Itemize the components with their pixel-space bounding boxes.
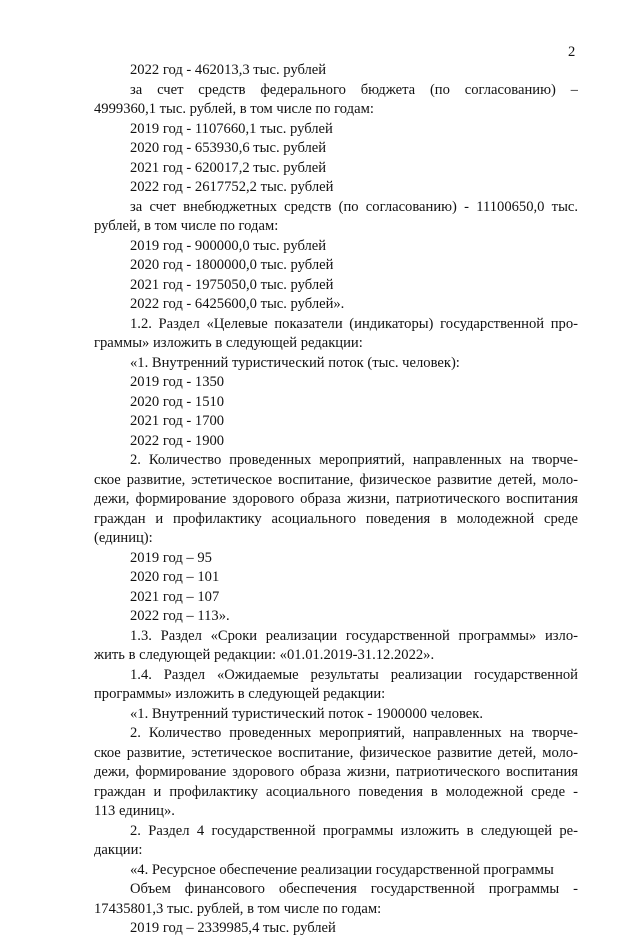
text-line: 2. Раздел 4 государственной программы изложить в следующей ре- bbox=[130, 822, 578, 839]
text-line: ское развитие, эстетическое воспитание, физическое развитие детей, моло- bbox=[94, 471, 578, 488]
text-line: граждан и профилактику асоциального поведения в молодежной среде bbox=[94, 510, 578, 527]
text-line: за счет внебюджетных средств (по согласованию) - 11100650,0 тыс. bbox=[130, 198, 578, 215]
text-line: 2021 год - 1975050,0 тыс. рублей bbox=[130, 276, 334, 293]
text-line: 2022 год - 462013,3 тыс. рублей bbox=[130, 62, 327, 78]
text-line: дакции: bbox=[94, 842, 143, 858]
text-line: 1.4. Раздел «Ожидаемые результаты реализации государственной bbox=[130, 666, 578, 683]
text-line: 2020 год - 653930,6 тыс. рублей bbox=[130, 140, 327, 156]
text-line: 2019 год – 2339985,4 тыс. рублей bbox=[130, 920, 336, 936]
text-line: 2021 год – 107 bbox=[130, 588, 220, 605]
text-line: Объем финансового обеспечения государственной программы - bbox=[130, 881, 578, 897]
text-line: жить в следующей редакции: «01.01.2019-31.12.2022». bbox=[94, 647, 435, 663]
text-line: рублей, в том числе по годам: bbox=[94, 218, 279, 234]
text-line: граждан и профилактику асоциального поведения в молодежной среде - bbox=[94, 783, 578, 800]
text-line: 2019 год - 1350 bbox=[130, 374, 225, 390]
text-line: 113 единиц». bbox=[94, 803, 175, 819]
text-line: 2. Количество проведенных мероприятий, направленных на творче- bbox=[130, 725, 578, 741]
text-line: 2. Количество проведенных мероприятий, направленных на творче- bbox=[130, 452, 578, 468]
text-line: 2021 год - 1700 bbox=[130, 413, 225, 429]
text-line: (единиц): bbox=[94, 530, 153, 546]
document-body bbox=[94, 61, 578, 939]
text-line: «4. Ресурсное обеспечение реализации государственной программы bbox=[130, 861, 554, 878]
text-line: 2020 год – 101 bbox=[130, 569, 220, 585]
text-line: 2021 год - 620017,2 тыс. рублей bbox=[130, 159, 327, 176]
text-line: «1. Внутренний туристический поток - 1900000 человек. bbox=[130, 705, 484, 722]
text-line: программы» изложить в следующей редакции: bbox=[94, 686, 386, 702]
text-line: 2019 год – 95 bbox=[130, 549, 212, 566]
text-line: 4999360,1 тыс. рублей, в том числе по годам: bbox=[94, 101, 374, 117]
text-line: дежи, формирование здорового образа жизни, патриотического воспитания bbox=[94, 764, 578, 780]
text-line: 17435801,3 тыс. рублей, в том числе по годам: bbox=[94, 900, 382, 917]
text-line: 2020 год - 1800000,0 тыс. рублей bbox=[130, 257, 334, 273]
text-line: 2022 год - 1900 bbox=[130, 432, 225, 449]
text-line: 2022 год - 6425600,0 тыс. рублей». bbox=[130, 296, 345, 312]
text-line: 2022 год – 113». bbox=[130, 608, 230, 624]
text-line: граммы» изложить в следующей редакции: bbox=[94, 335, 363, 351]
text-line: дежи, формирование здорового образа жизни, патриотического воспитания bbox=[94, 491, 578, 507]
text-line: ское развитие, эстетическое воспитание, физическое развитие детей, моло- bbox=[94, 744, 578, 761]
text-line: 2019 год - 1107660,1 тыс. рублей bbox=[130, 120, 333, 137]
text-line: «1. Внутренний туристический поток (тыс. человек): bbox=[130, 354, 460, 371]
text-line: 1.3. Раздел «Сроки реализации государственной программы» изло- bbox=[130, 627, 578, 644]
page-number: 2 bbox=[568, 44, 576, 60]
text-line: 2020 год - 1510 bbox=[130, 393, 225, 410]
text-line: за счет средств федерального бюджета (по согласованию) – bbox=[130, 81, 578, 98]
text-line: 2022 год - 2617752,2 тыс. рублей bbox=[130, 179, 334, 195]
text-line: 1.2. Раздел «Целевые показатели (индикаторы) государственной про- bbox=[130, 315, 578, 332]
text-line: 2019 год - 900000,0 тыс. рублей bbox=[130, 237, 327, 254]
